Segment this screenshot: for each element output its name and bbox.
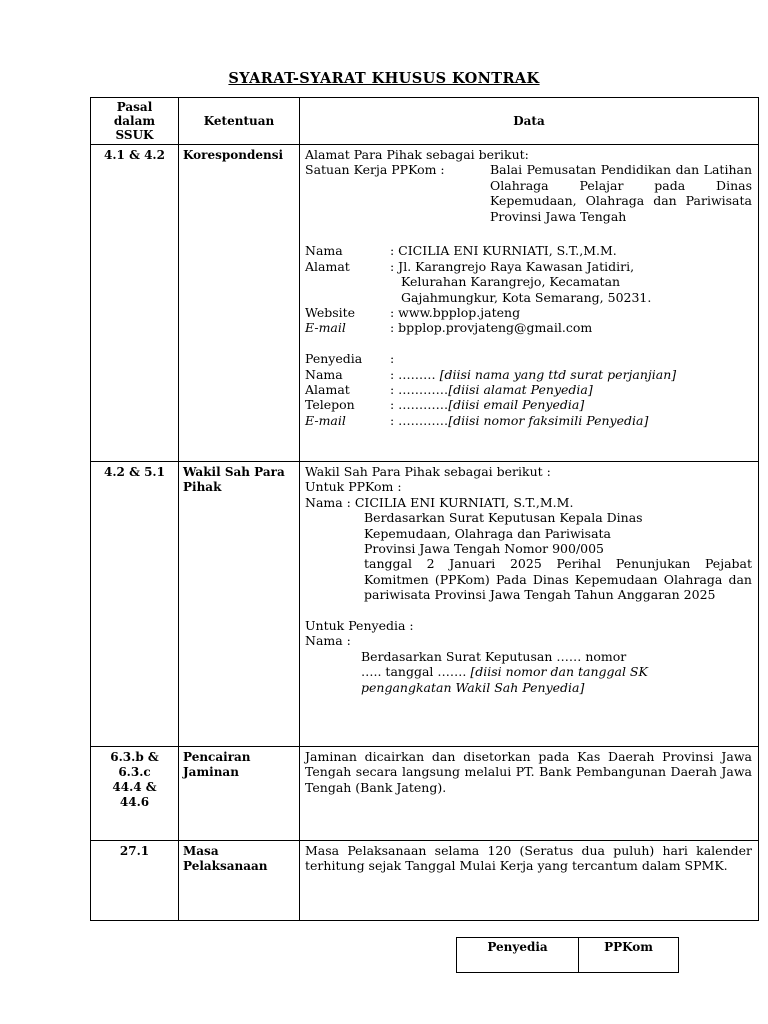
field-dots: : ………… xyxy=(390,412,449,428)
satker-value: Balai Pemusatan Pendidikan dan Latihan Olahraga Pelajar pada Dinas Kepemudaan, Olahraga dan Pariwisata Provinsi Jawa Tengah xyxy=(490,162,752,224)
data-text: Masa Pelaksanaan selama 120 (Seratus dua puluh) hari kalender terhitung sejak Tanggal Mulai Kerja yang tercantum dalam SPMK. xyxy=(305,843,752,874)
field-dots: : ………… xyxy=(390,397,449,413)
penyedia-nama: Nama : xyxy=(305,633,351,649)
field-dots: : ……… xyxy=(390,366,440,382)
pasal-line: 44.4 & xyxy=(112,780,157,794)
header-pasal-line: Pasal xyxy=(116,100,153,114)
pasal-cell: 27.1 xyxy=(91,841,179,921)
alamat-field xyxy=(305,259,752,274)
field-label: Nama xyxy=(305,366,343,382)
untuk-penyedia: Untuk Penyedia : xyxy=(305,617,414,633)
pasal-line: 6.3.c xyxy=(118,765,151,779)
ketentuan-cell: Korespondensi xyxy=(179,145,300,462)
satker-label: Satuan Kerja PPKom : xyxy=(305,162,445,178)
penyedia-alamat-field xyxy=(305,382,752,397)
data-cell xyxy=(300,841,759,921)
table-header-row xyxy=(91,98,759,145)
field-label: Alamat xyxy=(305,258,350,274)
penyedia-telepon-field xyxy=(305,397,752,412)
table-row xyxy=(91,145,759,462)
table-row xyxy=(91,462,759,747)
signature-penyedia: Penyedia xyxy=(457,938,579,973)
header-pasal-line: dalam xyxy=(113,114,156,128)
field-label: Telepon xyxy=(305,397,355,413)
ketentuan-cell: Masa Pelaksanaan xyxy=(179,841,300,921)
alamat-line: Kelurahan Karangrejo, Kecamatan xyxy=(401,274,621,290)
sk-line: Provinsi Jawa Tengah Nomor 900/005 xyxy=(364,540,605,556)
data-text: Jaminan dicairkan dan disetorkan pada Kas Daerah Provinsi Jawa Tengah secara langsung melalui PT. Bank Pembangunan Daerah Jawa Tengah (Bank Jateng). xyxy=(305,749,752,795)
field-hint: [diisi email Penyedia] xyxy=(448,397,585,413)
alamat-line: Gajahmungkur, Kota Semarang, 50231. xyxy=(401,289,652,305)
field-value: : Jl. Karangrejo Raya Kawasan Jatidiri, xyxy=(390,258,635,274)
pasal-cell xyxy=(91,747,179,841)
header-ketentuan: Ketentuan xyxy=(179,98,300,145)
sk-hint: [diisi nomor dan tanggal SK xyxy=(470,664,648,680)
sk-line: Berdasarkan Surat Keputusan …… nomor xyxy=(361,648,627,664)
pasal-line: 6.3.b & xyxy=(110,750,159,764)
contract-terms-table xyxy=(90,97,759,921)
field-hint: [diisi alamat Penyedia] xyxy=(448,381,593,397)
wakil-intro: Wakil Sah Para Pihak sebagai berikut : xyxy=(305,464,551,479)
field-label: Penyedia xyxy=(305,351,363,367)
signature-ppkom: PPKom xyxy=(579,938,679,973)
field-value: : CICILIA ENI KURNIATI, S.T.,M.M. xyxy=(390,243,617,259)
sk-line: tanggal 2 Januari 2025 Perihal Penunjukan Pejabat Komitmen (PPKom) Pada Dinas Kepemudaan Olahraga dan pariwisata Provinsi Jawa Tengah Tahun Anggaran 2025 xyxy=(364,556,752,603)
penyedia-heading xyxy=(305,351,752,366)
untuk-ppkom: Untuk PPKom : xyxy=(305,479,402,495)
header-pasal xyxy=(91,98,179,145)
sk-hint: pengangkatan Wakil Sah Penyedia] xyxy=(361,679,585,695)
sk-line: Berdasarkan Surat Keputusan Kepala Dinas xyxy=(364,510,643,526)
pasal-cell: 4.1 & 4.2 xyxy=(91,145,179,462)
ppkom-nama: Nama : CICILIA ENI KURNIATI, S.T.,M.M. xyxy=(305,494,574,510)
nama-field xyxy=(305,243,752,258)
field-value: : www.bpplop.jateng xyxy=(390,304,521,320)
field-label: E-mail xyxy=(305,320,346,336)
table-row xyxy=(91,747,759,841)
field-label: Alamat xyxy=(305,381,350,397)
table-row xyxy=(91,841,759,921)
satker-block xyxy=(305,162,752,224)
document-title: SYARAT-SYARAT KHUSUS KONTRAK xyxy=(228,70,540,87)
data-cell xyxy=(300,747,759,841)
ketentuan-cell: Pencairan Jaminan xyxy=(179,747,300,841)
field-value: : xyxy=(390,351,395,367)
field-hint: [diisi nama yang ttd surat perjanjian] xyxy=(439,366,677,382)
sk-line: Kepemudaan, Olahraga dan Pariwisata xyxy=(364,525,612,541)
penyedia-email-field xyxy=(305,413,752,428)
penyedia-nama-field xyxy=(305,367,752,382)
email-field xyxy=(305,320,752,335)
field-label: Nama xyxy=(305,243,343,259)
field-value: : bpplop.provjateng@gmail.com xyxy=(390,320,593,336)
ppkom-sk-block xyxy=(305,510,752,602)
website-field xyxy=(305,305,752,320)
header-pasal-line: SSUK xyxy=(115,128,154,142)
pasal-line: 44.6 xyxy=(119,795,150,809)
signature-table xyxy=(456,937,679,973)
pasal-cell: 4.2 & 5.1 xyxy=(91,462,179,747)
penyedia-sk-block xyxy=(305,649,752,695)
header-data: Data xyxy=(300,98,759,145)
data-cell xyxy=(300,462,759,747)
sk-line: ….. tanggal ……. xyxy=(361,664,471,680)
field-dots: : ………… xyxy=(390,381,449,397)
data-cell xyxy=(300,145,759,462)
field-label: E-mail xyxy=(305,412,346,428)
address-intro: Alamat Para Pihak sebagai berikut: xyxy=(305,147,529,162)
ketentuan-cell: Wakil Sah Para Pihak xyxy=(179,462,300,747)
field-label: Website xyxy=(305,304,356,320)
field-hint: [diisi nomor faksimili Penyedia] xyxy=(448,412,649,428)
